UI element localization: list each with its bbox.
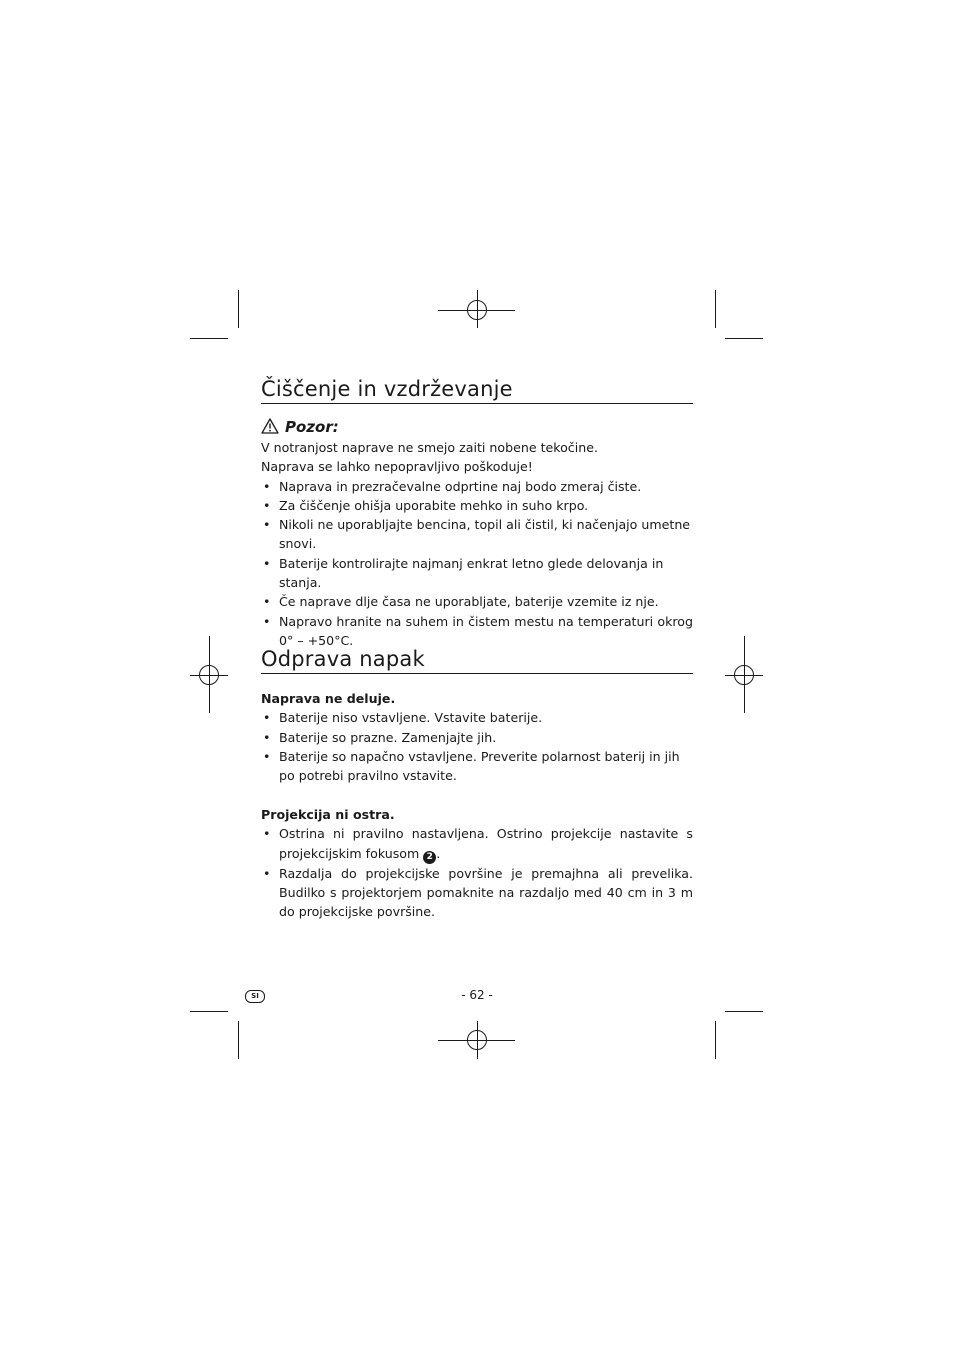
focus-reference-badge: 2 [423, 851, 436, 864]
list-item: • Baterije niso vstavljene. Vstavite baterije. [261, 708, 693, 727]
paragraph: Naprava se lahko nepopravljivo poškoduje! [261, 459, 533, 475]
list-item-end: . [436, 845, 441, 861]
paragraph: V notranjost naprave ne smejo zaiti nobene tekočine. [261, 440, 598, 455]
list-item: • Naprava in prezračevalne odprtine naj bodo zmeraj čiste. [261, 477, 693, 496]
troubleshooting-group-1 [261, 689, 693, 785]
page-number: - 62 - [461, 988, 493, 1002]
warning-heading [261, 417, 339, 437]
list-item: • Baterije so prazne. Zamenjajte jih. [261, 728, 693, 747]
section-title-cleaning: Čiščenje in vzdrževanje [261, 376, 693, 404]
cleaning-list [261, 477, 693, 651]
list-item: • Če naprave dlje časa ne uporabljate, baterije vzemite iz nje. [261, 592, 693, 611]
list-item: • Baterije kontrolirajte najmanj enkrat letno glede delovanja in stanja. [261, 554, 693, 593]
troubleshooting-group-2 [261, 805, 693, 921]
list-item: • Nikoli ne uporabljajte bencina, topil ali čistil, ki načenjajo umetne snovi. [261, 515, 693, 554]
troubleshooting-list-2 [261, 824, 693, 921]
list-item: • Za čiščenje ohišja uporabite mehko in suho krpo. [261, 496, 693, 515]
cleaning-body [261, 438, 693, 650]
section-title-troubleshooting: Odprava napak [261, 646, 693, 674]
group-heading: Projekcija ni ostra. [261, 807, 395, 822]
list-item: • Baterije so napačno vstavljene. Preverite polarnost baterij in jih po potrebi pravilno vstavite. [261, 747, 693, 786]
troubleshooting-list-1 [261, 708, 693, 785]
list-item [261, 824, 693, 863]
warning-label: Pozor: [285, 418, 339, 436]
list-item-text: Ostrina ni pravilno nastavljena. Ostrino projekcije nastavite s projekcijskim fokusom [279, 826, 693, 861]
language-badge: SI [245, 990, 265, 1003]
warning-triangle-icon [261, 418, 279, 434]
list-item: • Razdalja do projekcijske površine je premajhna ali prevelika. Budilko s projektorjem pomaknite na razdaljo med 40 cm in 3 m do projekcijske površine. [261, 864, 693, 922]
list-item: • Napravo hranite na suhem in čistem mestu na temperaturi okrog 0° – +50°C. [261, 612, 693, 651]
group-heading: Naprava ne deluje. [261, 691, 396, 706]
